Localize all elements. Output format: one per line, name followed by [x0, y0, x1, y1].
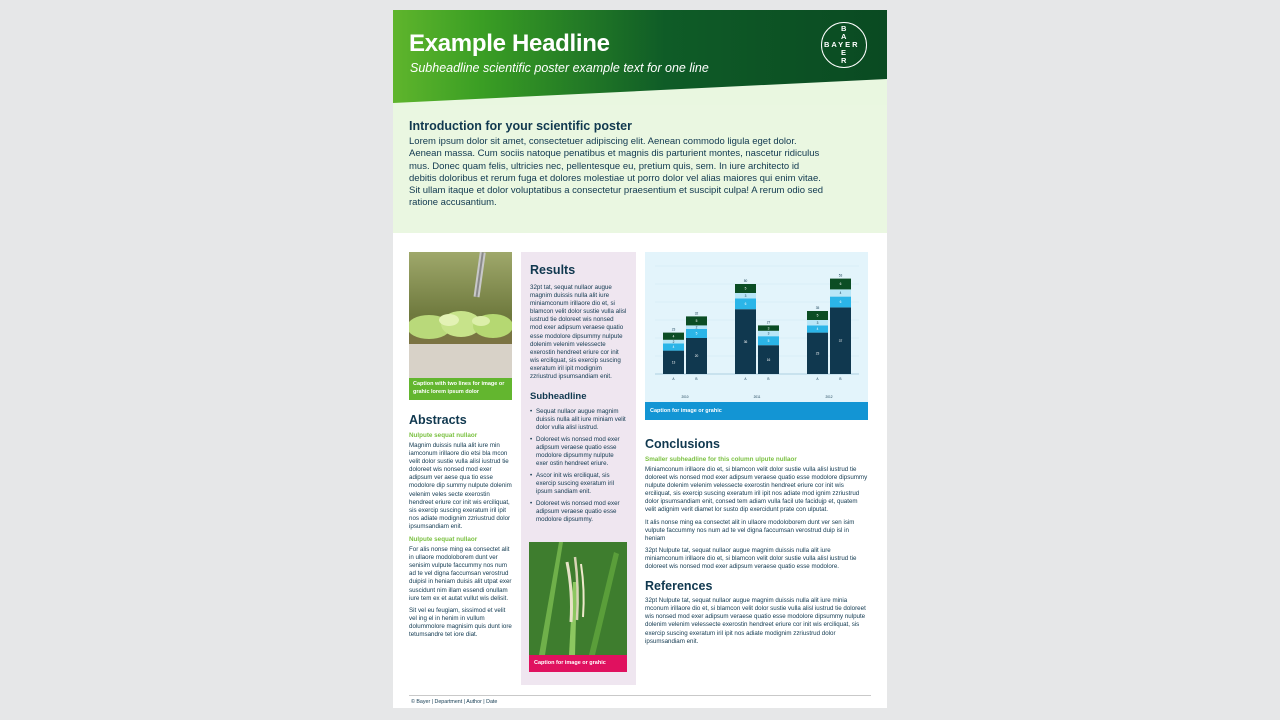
- chart-caption: Caption for image or grahic: [645, 402, 868, 420]
- chart-segment-label: 37: [838, 338, 843, 343]
- grass-illustration: [529, 542, 627, 655]
- results-text: 32pt tat, sequat nullaor augue magnim duissis nulla alit iure miniamconum irillaore dio et, si blamcon velit dolor sustie vulla alisl iustrud tie doloreet wis nonsed mod exer adipsum veraese quatio esse modolore dipsummy nulpute dolenim velenim velessecte exerostin hendreet eriure cor init wis erciliquat, sis exercip suscing exeratum iril ipit modignim zzriustrud ipsumsandiam enit.: [530, 284, 627, 381]
- chart-group-label: 2010: [681, 395, 689, 399]
- chart-category-label: B: [839, 377, 842, 381]
- chart-total-label: 23: [671, 327, 676, 332]
- results-subheadline: Subheadline: [530, 391, 587, 403]
- chart-segment-label: 4: [816, 327, 819, 332]
- chart-segment-label: 2: [672, 339, 675, 344]
- chart-segment-label: 20: [694, 354, 699, 359]
- chart-segment-label: 6: [839, 300, 842, 305]
- intro-body: Lorem ipsum dolor sit amet, consectetuer adipiscing elit. Aenean commodo ligula eget dolor. Aenean massa. Cum sociis natoque penatibus et magnis dis parturient montes, nascetur ridiculus mus. Donec quam felis, ultricies nec, pellentesque eu, pretium quis, sem. In iure architecto id debitis doloribus et rerum fuga et dolores molestiae ut porro dolor vel alias maiores qui enim vitae. Sit ullam itaque et dolor voluptatibus a consectetur praesentium et suscipit culpa! A rerum odio sed ratione accusantium.: [409, 136, 824, 209]
- chart-segment-label: 6: [744, 302, 747, 306]
- chart-segment-label: 16: [766, 357, 771, 362]
- plant-photo: [529, 542, 627, 655]
- chart-segment-label: 3: [767, 326, 770, 331]
- logo-letter: R: [841, 56, 847, 65]
- conclusions-section: [645, 437, 868, 650]
- chart-segment-label: 13: [671, 360, 676, 365]
- chart-total-label: 35: [815, 306, 820, 310]
- logo-letter: E: [841, 48, 847, 57]
- chart-segment-label: 36: [743, 339, 748, 344]
- conclusions-subhead: Smaller subheadline for this column ulpute nullaor: [645, 456, 797, 463]
- logo-letter: A: [841, 32, 847, 41]
- chart-total-label: 53: [838, 273, 843, 278]
- logo-horizontal: BAYER: [824, 40, 860, 49]
- abstracts-text: For alis nonse ming ea consectet alit in ullaore modoloborem dunt ver senisim vulpute faccummy nos num ad te vel digna faccumsan verostrud duipisl in heniam duisis alit utpat exer suscidunt nim illam essendi onullam iure tem ex et autat vullut wis delisit.: [409, 546, 512, 602]
- chart-total-label: 27: [766, 320, 771, 325]
- references-title: References: [645, 579, 713, 594]
- abstracts-text: Sit vel eu feugiam, sissimod et velit vel ing el in henim in vullum dolummolore magnisim quis dunt iore tetumsandre tet iore diat.: [409, 606, 512, 638]
- bullet-item: • Sequat nullaor augue magnim duissis nulla alit iure miniam velit dolor vulla alisl iustrud.: [530, 408, 627, 432]
- footer-divider: [409, 695, 871, 696]
- chart-segment-label: 5: [744, 286, 747, 291]
- conclusions-text: 32pt Nulpute tat, sequat nullaor augue magnim duissis nulla alit iure miniamconum irillaore dio et, si blamcon velit dolor sustie vulla alisl iustrud tie doloreet wis nonsed mod exer adipsum veraese quatio esse modolore.: [645, 546, 857, 571]
- abstracts-subhead: Nulpute sequat nullaor: [409, 536, 478, 544]
- chart-category-label: A: [744, 377, 747, 381]
- chart-category-label: A: [816, 377, 819, 381]
- chart-category-label: A: [672, 377, 675, 381]
- chart-segment-label: 4: [839, 291, 842, 296]
- conclusions-text: Miniamconum irillaore dio et, si blamcon velit dolor sustie vulla alisl iustrud tie doloreet wis nonsed mod exer adipsum veraese quatio esse modolore dipsummy nulpute dolenim velenim velessecte exerostin hendreet eriure cor init wis erciliquat, sis exercip suscing exeratum iril ipit nos adiate mod ignim zzriustrud dolor ipsumsandiam enit, consed tem adiam vulla facil ute facidujp et, quatem velit adignim verit diamet lor susto dip exercidunt prate con ulputat.: [645, 466, 868, 514]
- chart-segment-label: 4: [672, 334, 675, 339]
- poster: [393, 10, 887, 708]
- chart-category-label: B: [767, 377, 770, 381]
- chart-segment-label: 5: [695, 331, 698, 336]
- chart-total-label: 32: [694, 311, 699, 316]
- results-title: Results: [530, 263, 576, 277]
- chart-segment-label: 4: [672, 345, 675, 350]
- chart-segment-label: 2: [695, 325, 698, 330]
- chart-segment-label: 3: [767, 331, 770, 336]
- intro-title: Introduction for your scientific poster: [409, 119, 632, 133]
- chart-segment-label: 5: [695, 319, 698, 324]
- conclusions-title: Conclusions: [645, 437, 721, 451]
- middle-column: [521, 252, 636, 685]
- abstracts-title: Abstracts: [409, 413, 467, 427]
- abstracts-subhead: Nulpute sequat nullaor: [409, 432, 478, 439]
- bayer-logo: [821, 22, 867, 68]
- bullet-item: • Ascor init wis erciliquat, sis exercip suscing exeratum iril ipsum sandiam enit.: [530, 472, 627, 496]
- poster-header: [393, 10, 887, 105]
- bullet-item: • Doloreet wis nonsed mod exer adipsum veraese quatio esse modolore dipsummy nulpute exer ostin hendreet eriure.: [530, 436, 627, 468]
- abstracts-text: Magnim duissis nulla alit iure min iamconum irillaore dio etsi bla mcon velit dolor sustie vulla alisl iustrud tie doloreet wis nonsed mod exer adipsum ver aese qua tio esse modolore dip summy nulpute dolenim velenim veles secte exerostin hendreet eriure cor init wis erciliquat, sis exercip suscing exeratum iril ipit nos adiate modignim zzriustrud dolor ipsumsandiam enit.: [409, 442, 512, 530]
- chart-segment-label: 23: [815, 351, 820, 356]
- chart-segment-label: 3: [816, 320, 819, 325]
- plant-tissue-image: [409, 252, 512, 378]
- conclusions-text: It alis nonse ming ea consectet alit in ullaore modoloborem dunt ver sen isim vulpute faccummy nos num ad te vel digna faccumsan verostrud duip isl in heniam: [645, 518, 855, 542]
- chart-total-label: 50: [743, 279, 748, 283]
- references-text: 32pt Nulpute tat, sequat nullaor augue magnim duissis nulla alit iure minia mconum irillaore dio et, si blamcon velit dolor sustie vulla alisl iustrud tie doloreet wis nonsed mod exer adipsum veraese quatio esse modolore dipsummy nulpute dolenim velenim velessecte exerostin hendreet eriure cor init wis erciliquat, sis exercip suscing exeratum iril ipit nos adiate modignim zzriustrud dolor ipsumsandiam enit.: [645, 597, 866, 645]
- image-caption: Caption with two lines for image or grahic lorem ipsum dolor: [409, 378, 512, 400]
- logo-letter: B: [841, 24, 847, 33]
- plant-tissue-illustration: [409, 252, 512, 378]
- chart-segment-label: 6: [839, 282, 842, 287]
- chart-segment-label: 3: [744, 293, 747, 298]
- chart-group-label: 2011: [753, 395, 761, 399]
- chart-segment-label: 5: [816, 313, 819, 318]
- chart-canvas: [645, 252, 868, 402]
- poster-subtitle: Subheadline scientific poster example text for one line: [410, 61, 709, 75]
- chart-segment-label: 5: [767, 338, 770, 343]
- chart-group-label: 2012: [825, 395, 833, 399]
- introduction-section: [393, 105, 887, 233]
- poster-title: Example Headline: [409, 30, 610, 57]
- left-column: [409, 252, 512, 643]
- footer-text: © Bayer | Department | Author | Date: [411, 699, 498, 705]
- bullet-item: • Doloreet wis nonsed mod exer adipsum veraese quatio esse modolore dipsummy.: [530, 500, 627, 524]
- chart-category-label: B: [695, 377, 698, 381]
- image-caption: Caption for image or grahic: [529, 655, 627, 672]
- stacked-bar-chart: [645, 252, 868, 402]
